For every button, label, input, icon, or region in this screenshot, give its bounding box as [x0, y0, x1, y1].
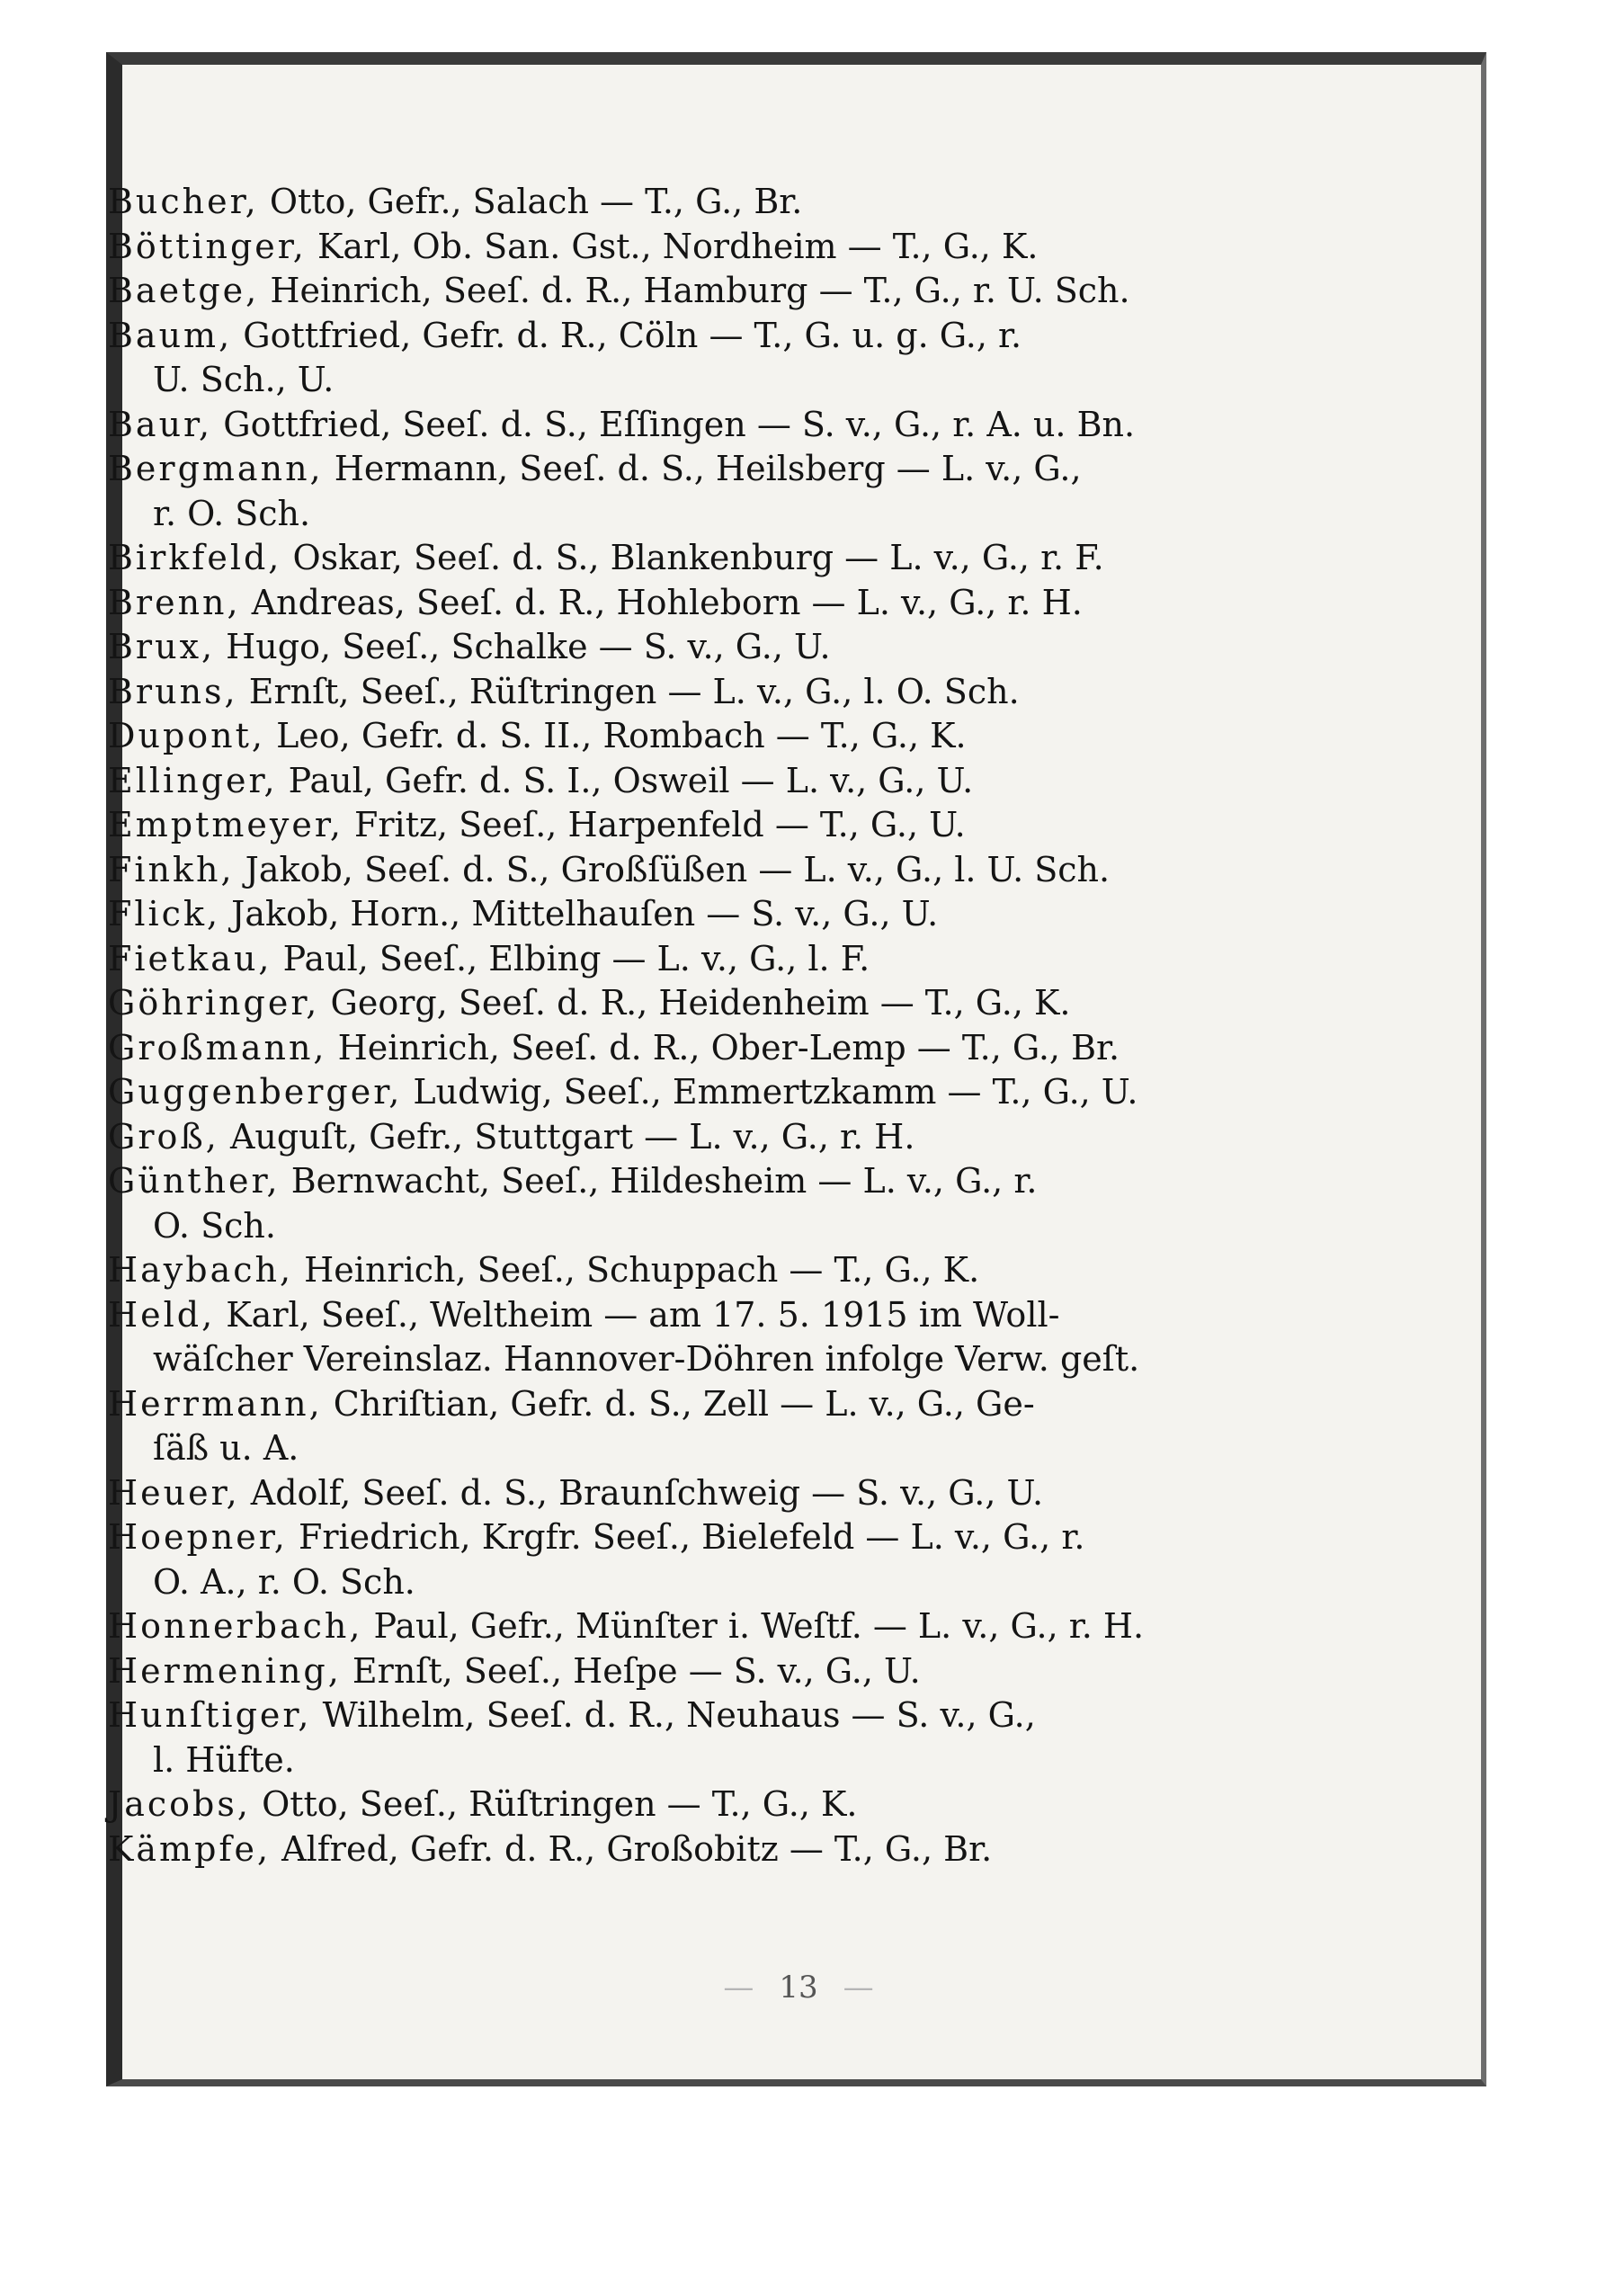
entry-details: Heinrich, Seeſ. d. R., Ober-Lemp — T., G., Br.	[337, 1027, 1120, 1068]
entry-surname: Groß,	[108, 1116, 219, 1157]
entry-details: Bernwacht, Seeſ., Hildesheim — L. v., G., r.	[290, 1161, 1038, 1201]
list-item	[108, 1515, 1385, 1604]
entry-details: Gottfried, Gefr. d. R., Cöln — T., G. u. g. G., r.	[243, 315, 1022, 355]
entry-details: Oskar, Seeſ. d. S., Blankenburg — L. v., G., r. F.	[292, 538, 1104, 577]
entry-details: Fritz, Seeſ., Harpenfeld — T., G., U.	[354, 805, 966, 844]
entry-details: Ludwig, Seeſ., Emmertzkamm — T., G., U.	[413, 1072, 1138, 1112]
entry-details: Heinrich, Seeſ. d. R., Hamburg — T., G., r. U. Sch.	[270, 271, 1130, 310]
entry-details: Gottfried, Seeſ. d. S., Eſſingen — S. v., G., r. A. u. Bn.	[223, 404, 1136, 444]
entry-continuation: O. Sch.	[153, 1205, 276, 1246]
list-item	[108, 1604, 1385, 1649]
entry-details: Leo, Gefr. d. S. II., Rombach — T., G., K.	[276, 716, 967, 755]
list-item	[108, 981, 1385, 1026]
entry-details: Paul, Seeſ., Elbing — L. v., G., l. F.	[282, 938, 870, 978]
list-item	[108, 1382, 1385, 1471]
entry-surname: Kämpfe,	[108, 1828, 272, 1869]
page-number-line	[0, 1970, 1597, 2006]
list-item	[108, 1159, 1385, 1248]
entry-surname: Dupont,	[108, 716, 265, 755]
list-item	[108, 670, 1385, 715]
entry-details: Otto, Gefr., Salach — T., G., Br.	[269, 182, 803, 221]
list-item	[108, 1293, 1385, 1382]
entry-surname: Herrmann,	[108, 1383, 323, 1424]
entry-surname: Emptmeyer,	[108, 805, 343, 844]
entry-surname: Ellinger,	[108, 760, 278, 800]
entry-details: Auguſt, Gefr., Stuttgart — L. v., G., r. H.	[229, 1116, 915, 1157]
entry-surname: Birkfeld,	[108, 538, 282, 577]
entry-details: Friedrich, Krgfr. Seeſ., Bielefeld — L. v., G., r.	[298, 1517, 1085, 1557]
entry-list	[108, 180, 1385, 1872]
list-item	[108, 314, 1385, 403]
list-item	[108, 1649, 1385, 1694]
entry-details: Paul, Gefr. d. S. I., Osweil — L. v., G., U.	[288, 760, 974, 800]
entry-details: Heinrich, Seeſ., Schuppach — T., G., K.	[304, 1250, 980, 1290]
entry-details: Ernſt, Seeſ., Rüſtringen — L. v., G., l. O. Sch.	[248, 671, 1020, 711]
entry-details: Paul, Gefr., Münſter i. Weſtf. — L. v., G., r. H.	[373, 1606, 1145, 1646]
list-item	[108, 536, 1385, 581]
entry-surname: Hunſtiger,	[108, 1695, 312, 1735]
list-item	[108, 1471, 1385, 1516]
entry-surname: Fietkau,	[108, 938, 272, 978]
entry-continuation: U. Sch., U.	[153, 360, 335, 399]
list-item	[108, 225, 1385, 270]
list-item	[108, 1248, 1385, 1293]
entry-surname: Finkh,	[108, 849, 235, 889]
entry-surname: Hermening,	[108, 1650, 342, 1691]
list-item	[108, 892, 1385, 937]
entry-continuation: wäſcher Vereinslaz. Hannover-Döhren infolge Verw. geſt.	[153, 1339, 1140, 1379]
list-item	[108, 1115, 1385, 1160]
list-item	[108, 269, 1385, 314]
entry-details: Adolf, Seeſ. d. S., Braunſchweig — S. v., G., U.	[250, 1472, 1044, 1513]
list-item	[108, 714, 1385, 759]
entry-surname: Held,	[108, 1294, 216, 1335]
entry-details: Alfred, Gefr. d. R., Großobitz — T., G., Br.	[281, 1828, 993, 1869]
entry-surname: Haybach,	[108, 1250, 294, 1290]
entry-continuation: l. Hüfte.	[153, 1739, 295, 1780]
entry-surname: Hoepner,	[108, 1517, 288, 1557]
entry-details: Ernſt, Seeſ., Heſpe — S. v., G., U.	[352, 1650, 921, 1691]
entry-surname: Bruns,	[108, 671, 238, 711]
entry-continuation: ſäß u. A.	[153, 1428, 299, 1468]
list-item	[108, 447, 1385, 536]
entry-surname: Baum,	[108, 315, 233, 355]
entry-surname: Göhringer,	[108, 983, 320, 1023]
entry-surname: Günther,	[108, 1161, 281, 1201]
entry-details: Hugo, Seeſ., Schalke — S. v., G., U.	[226, 627, 831, 666]
entry-details: Chriſtian, Gefr. d. S., Zell — L. v., G., Ge-	[333, 1383, 1035, 1424]
entry-details: Jakob, Horn., Mittelhauſen — S. v., G., U.	[231, 894, 939, 934]
entry-details: Karl, Seeſ., Weltheim — am 17. 5. 1915 im Woll-	[226, 1294, 1060, 1335]
entry-details: Jakob, Seeſ. d. S., Großſüßen — L. v., G., l. U. Sch.	[245, 849, 1111, 889]
list-item	[108, 1693, 1385, 1782]
entry-continuation: r. O. Sch.	[153, 493, 311, 533]
entry-details: Hermann, Seeſ. d. S., Heilsberg — L. v., G.,	[334, 449, 1082, 488]
entry-surname: Böttinger,	[108, 226, 307, 266]
list-item	[108, 581, 1385, 626]
list-item	[108, 1782, 1385, 1827]
entry-surname: Baur,	[108, 404, 213, 444]
page-number: 13	[779, 1970, 818, 2006]
list-item	[108, 1070, 1385, 1115]
entry-surname: Baetge,	[108, 271, 260, 310]
entry-surname: Großmann,	[108, 1027, 327, 1068]
entry-details: Karl, Ob. San. Gst., Nordheim — T., G., K.	[317, 226, 1039, 266]
entry-surname: Guggenberger,	[108, 1072, 403, 1112]
list-item	[108, 1026, 1385, 1071]
page-number-dash-right: —	[843, 1970, 874, 2006]
entry-details: Otto, Seeſ., Rüſtringen — T., G., K.	[262, 1784, 858, 1824]
entry-details: Andreas, Seeſ. d. R., Hohleborn — L. v., G., r. H.	[251, 582, 1083, 622]
list-item	[108, 180, 1385, 225]
entry-continuation: O. A., r. O. Sch.	[153, 1561, 415, 1602]
entry-surname: Bergmann,	[108, 449, 324, 488]
list-item	[108, 848, 1385, 893]
entry-surname: Honnerbach,	[108, 1606, 363, 1646]
list-item	[108, 1827, 1385, 1872]
list-item	[108, 803, 1385, 848]
entry-surname: Flick,	[108, 894, 221, 934]
entry-surname: Brux,	[108, 627, 216, 666]
list-item	[108, 937, 1385, 982]
entry-details: Georg, Seeſ. d. R., Heidenheim — T., G., K.	[330, 983, 1071, 1023]
list-item	[108, 759, 1385, 804]
list-item	[108, 403, 1385, 448]
entry-surname: Heuer,	[108, 1472, 240, 1513]
entry-surname: Bucher,	[108, 182, 259, 221]
entry-details: Wilhelm, Seeſ. d. R., Neuhaus — S. v., G.,	[322, 1695, 1036, 1735]
page-number-dash-left: —	[723, 1970, 754, 2006]
list-item	[108, 625, 1385, 670]
entry-surname: Brenn,	[108, 582, 241, 622]
entry-surname: Jacobs,	[108, 1784, 251, 1824]
